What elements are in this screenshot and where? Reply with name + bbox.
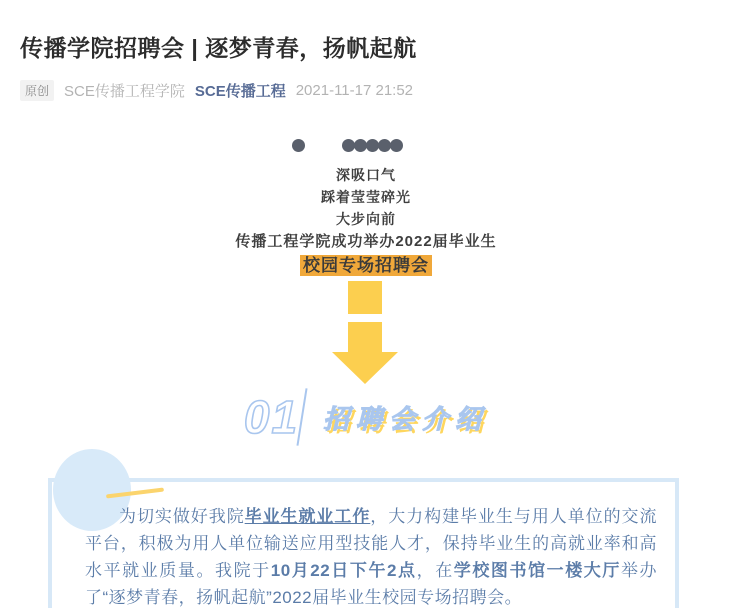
byline bbox=[20, 80, 413, 101]
body-paragraph bbox=[85, 503, 657, 608]
intro-line: 深吸口气 bbox=[336, 167, 396, 183]
paragraph-segment-bold: 学校图书馆一楼大厅 bbox=[453, 561, 621, 580]
paragraph-segment: ，在 bbox=[416, 561, 454, 580]
author-name: SCE传播工程学院 bbox=[64, 83, 185, 100]
down-arrow-icon bbox=[331, 281, 399, 384]
paragraph-segment-bold: 10月22日下午2点 bbox=[270, 561, 417, 580]
dot-icon bbox=[292, 139, 305, 152]
intro-line: 踩着莹莹碎光 bbox=[321, 189, 411, 205]
original-badge: 原创 bbox=[20, 80, 54, 101]
paragraph-segment: 举办了“逐梦青春，扬帆起航”2022届毕业生校园专场招聘会。 bbox=[85, 561, 658, 607]
paragraph-segment: 为切实做好我院 bbox=[119, 507, 245, 526]
dot-icon bbox=[390, 139, 403, 152]
paragraph-segment-bold-underline: 毕业生就业工作 bbox=[244, 507, 371, 526]
intro-line: 传播工程学院成功举办2022届毕业生 bbox=[235, 233, 497, 250]
page-title: 传播学院招聘会 | 逐梦青春，扬帆起航 bbox=[20, 35, 417, 61]
intro-line: 大步向前 bbox=[336, 211, 396, 227]
account-link[interactable]: SCE传播工程 bbox=[194, 83, 286, 100]
paragraph-segment: ，大力构建毕业生与用人单位的交流平台，积极为用人单位输送应用型技能人才，保持毕业生的高就业率和高水平就业质量。我院于 bbox=[85, 507, 658, 580]
section-title: 招聘会介绍 bbox=[323, 403, 489, 434]
section-header bbox=[0, 388, 732, 446]
intro-text-block bbox=[0, 164, 732, 276]
section-number: 01 bbox=[243, 391, 300, 443]
publish-date: 2021-11-17 21:52 bbox=[295, 82, 414, 99]
dots-decoration bbox=[0, 139, 732, 153]
highlighted-text: 校园专场招聘会 bbox=[300, 255, 432, 276]
